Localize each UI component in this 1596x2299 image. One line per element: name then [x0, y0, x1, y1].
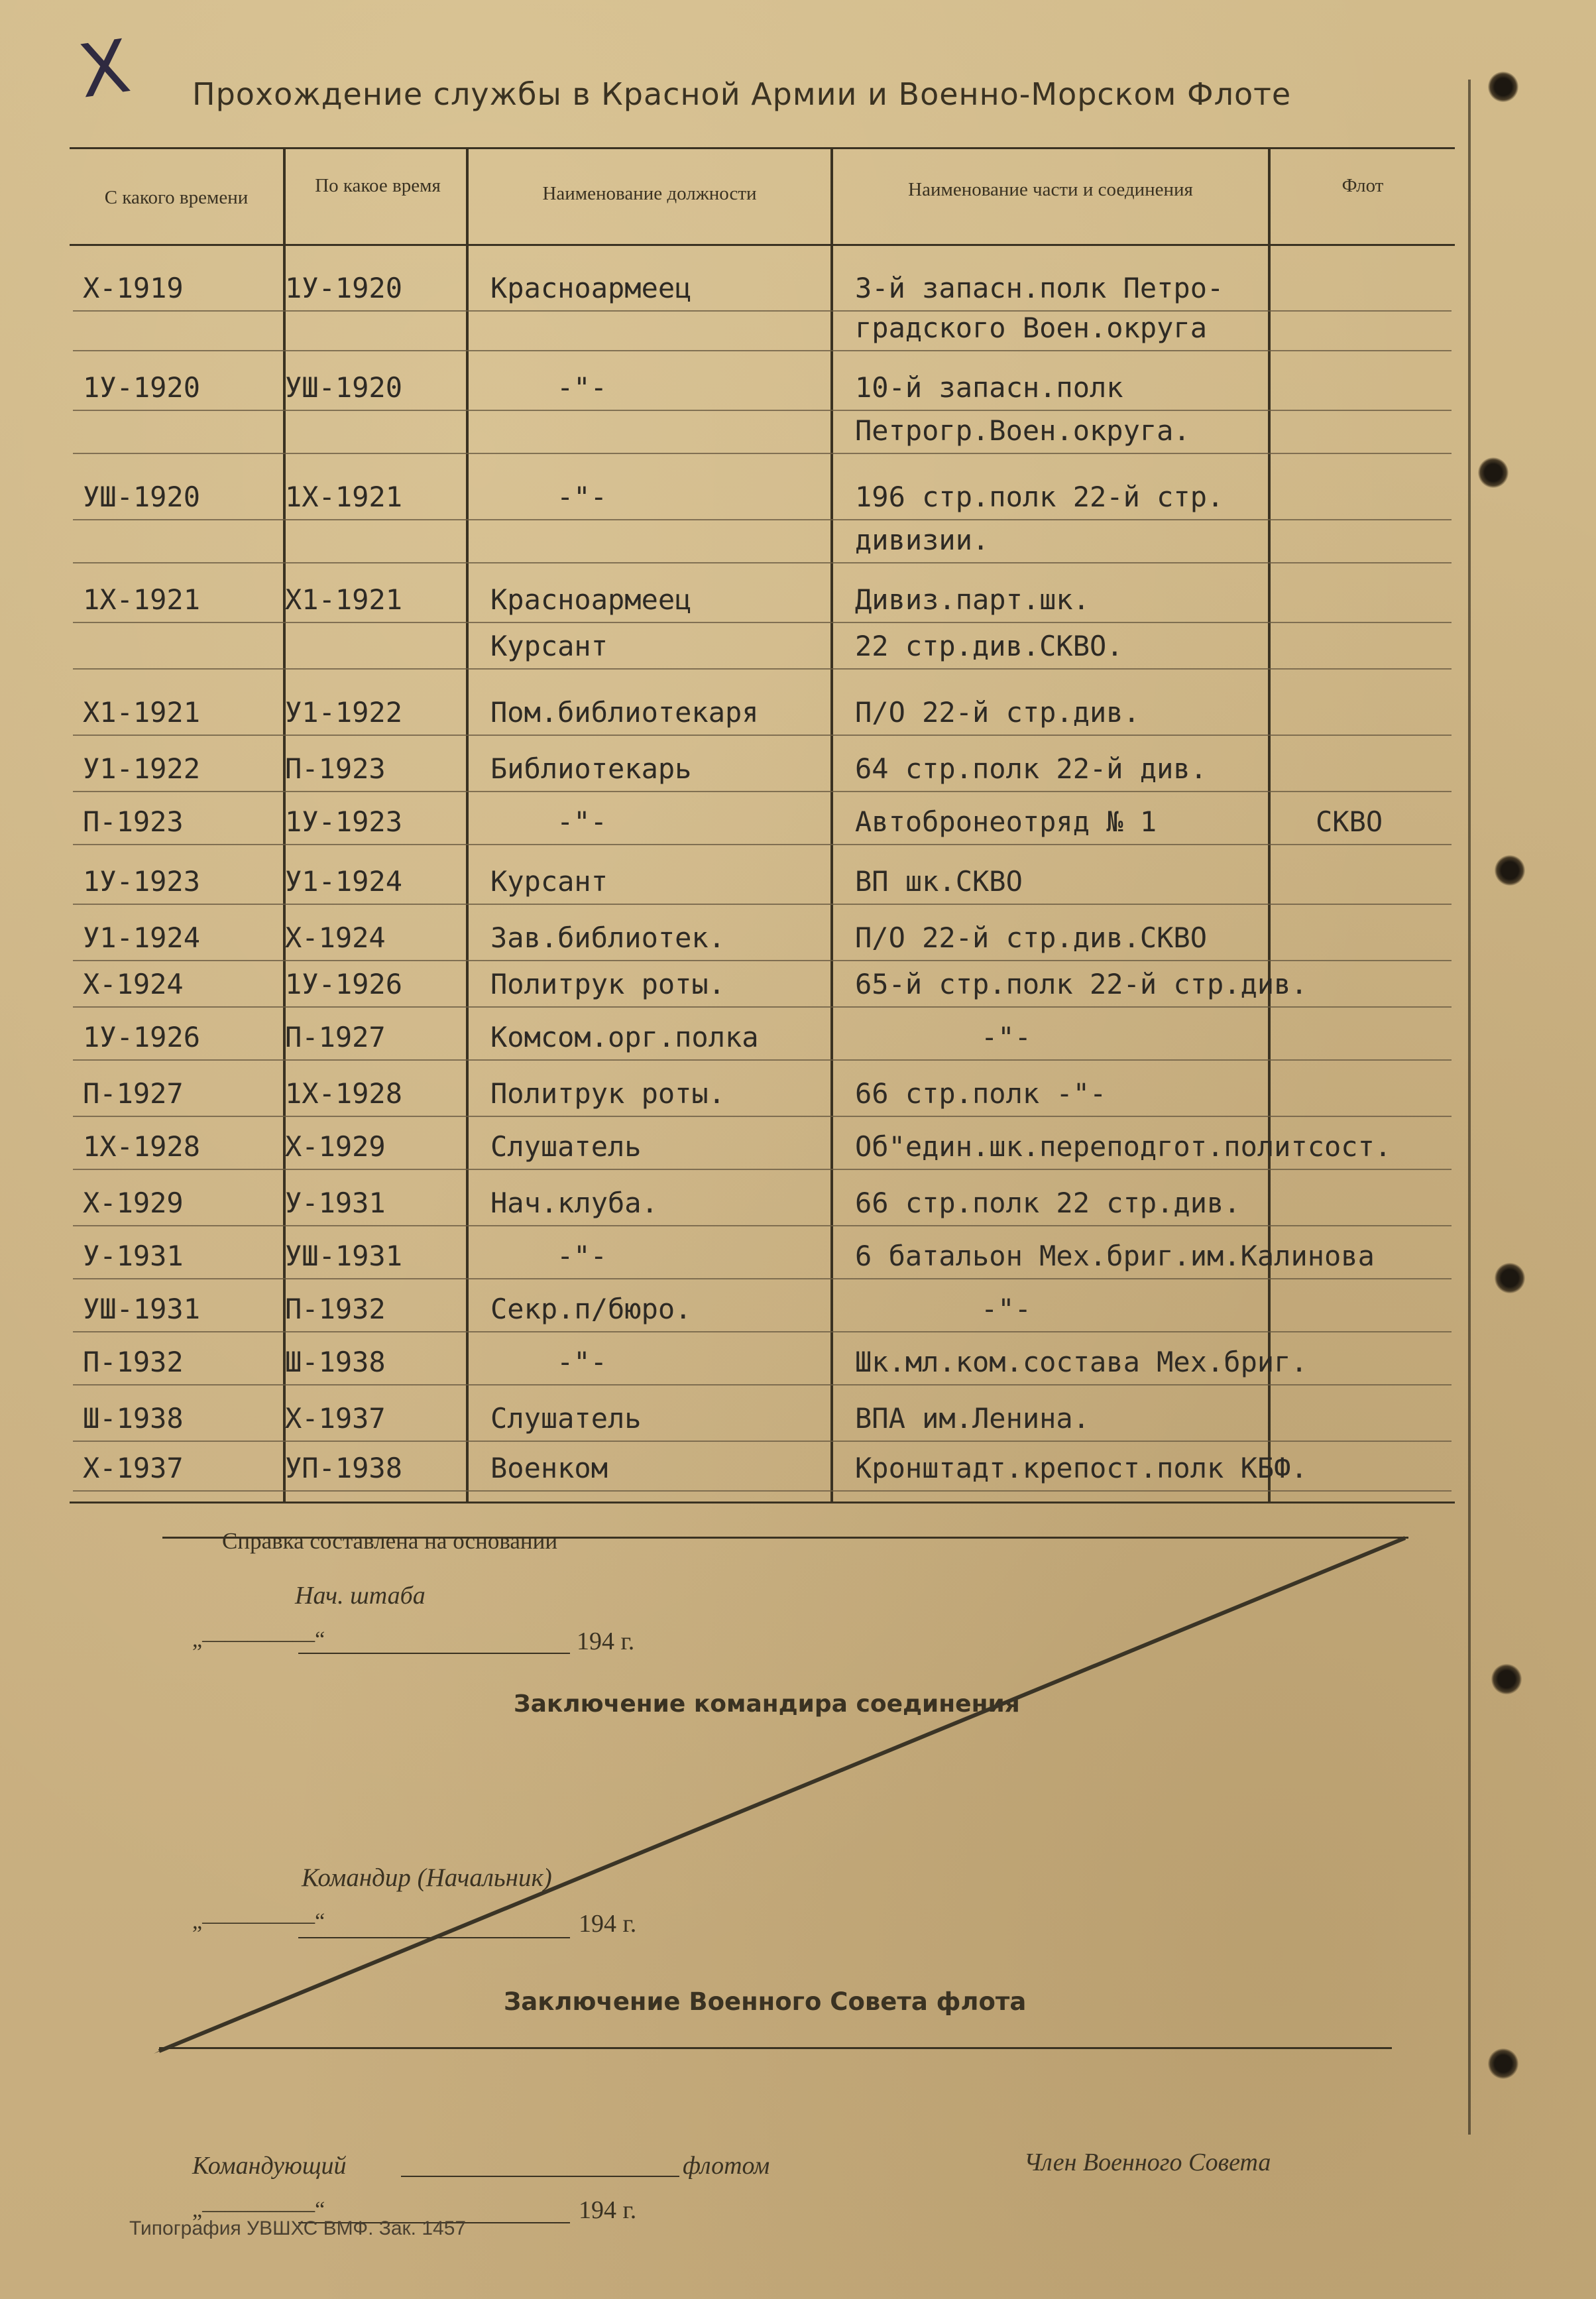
cell-unit: П/О 22-й стр.див.СКВО — [855, 921, 1208, 954]
cell-to: 1Х-1928 — [285, 1077, 403, 1110]
cell-to: 1У-1926 — [285, 968, 403, 1000]
corner-x-mark: Х — [74, 23, 135, 115]
cell-position: Красноармеец — [490, 272, 692, 304]
cell-position: -"- — [557, 805, 607, 838]
council-conclusion-title: Заключение Военного Совета флота — [504, 1987, 1027, 2016]
cell-to: УП-1938 — [285, 1452, 403, 1484]
header-unit: Наименование части и соединения — [908, 179, 1193, 200]
council-member-label: Член Военного Совета — [1024, 2149, 1271, 2176]
cell-to: 1Х-1921 — [285, 481, 403, 513]
cell-unit: -"- — [981, 1293, 1031, 1325]
header-fleet: Флот — [1341, 175, 1384, 196]
cell-unit: 10-й запасн.полк — [855, 371, 1123, 404]
cell-from: Х-1937 — [83, 1452, 184, 1484]
cell-position: -"- — [557, 481, 607, 513]
fleet-commander-label: Командующий — [192, 2152, 347, 2180]
cell-unit: Шк.мл.ком.состава Мех.бриг. — [855, 1346, 1308, 1378]
cell-to: УШ-1920 — [285, 371, 403, 404]
cell-from: У1-1922 — [83, 752, 201, 785]
cell-from: П-1927 — [83, 1077, 184, 1110]
cell-unit: П/О 22-й стр.див. — [855, 696, 1140, 729]
cell-from: УШ-1931 — [83, 1293, 201, 1325]
cell-from: 1Х-1921 — [83, 583, 201, 616]
cell-unit: 6 батальон Мех.бриг.им.Калинова — [855, 1240, 1375, 1272]
cell-unit: 64 стр.полк 22-й див. — [855, 752, 1208, 785]
date-quote-marks: „—————“ — [192, 1627, 325, 1652]
cell-position: -"- — [557, 1346, 607, 1378]
fleet-word-label: флотом — [683, 2152, 770, 2180]
cell-from: У-1931 — [83, 1240, 184, 1272]
cell-from: Ш-1938 — [83, 1402, 184, 1435]
cell-to: У1-1922 — [285, 696, 403, 729]
cell-unit: Об"един.шк.переподгот.политсост. — [855, 1130, 1392, 1163]
cell-to: П-1923 — [285, 752, 386, 785]
cell-unit: дивизии. — [855, 524, 990, 556]
cell-to: Ш-1938 — [285, 1346, 386, 1378]
cell-to: УШ-1931 — [285, 1240, 403, 1272]
cell-unit: 196 стр.полк 22-й стр. — [855, 481, 1224, 513]
cell-position: -"- — [557, 371, 607, 404]
cell-from: У1-1924 — [83, 921, 201, 954]
header-position: Наименование должности — [542, 183, 757, 204]
cell-position: Политрук роты. — [490, 1077, 726, 1110]
cell-position: Комсом.орг.полка — [490, 1021, 759, 1053]
cell-unit: ВП шк.СКВО — [855, 865, 1023, 898]
cell-unit: 65-й стр.полк 22-й стр.див. — [855, 968, 1308, 1000]
cell-unit: ВПА им.Ленина. — [855, 1402, 1090, 1435]
date-quote-marks: „—————“ — [192, 1909, 325, 1934]
cell-position: Красноармеец — [490, 583, 692, 616]
cell-to: Х1-1921 — [285, 583, 403, 616]
cell-fleet: СКВО — [1316, 805, 1383, 838]
cell-unit: 66 стр.полк -"- — [855, 1077, 1107, 1110]
cell-position: Пом.библиотекаря — [490, 696, 759, 729]
cell-position: -"- — [557, 1240, 607, 1272]
cell-unit: -"- — [981, 1021, 1031, 1053]
cell-from: П-1932 — [83, 1346, 184, 1378]
cell-from: УШ-1920 — [83, 481, 201, 513]
commander-label: Командир (Начальник) — [302, 1863, 552, 1892]
cell-unit: Дивиз.парт.шк. — [855, 583, 1090, 616]
year-label: 194 г. — [579, 1910, 637, 1938]
cell-position: Курсант — [490, 865, 608, 898]
commander-conclusion-title: Заключение командира соединения — [514, 1690, 1020, 1718]
cell-unit: 3-й запасн.полк Петро- — [855, 272, 1224, 304]
cell-position: Зав.библиотек. — [490, 921, 726, 954]
cell-to: У1-1924 — [285, 865, 403, 898]
cell-position: Библиотекарь — [490, 752, 692, 785]
reference-label: Справка составлена на основании — [222, 1528, 558, 1554]
cell-from: Х1-1921 — [83, 696, 201, 729]
year-label: 194 г. — [579, 2196, 637, 2224]
header-from: С какого времени — [104, 187, 249, 208]
cell-from: 1У-1926 — [83, 1021, 201, 1053]
cell-position: Слушатель — [490, 1402, 642, 1435]
cell-to: 1У-1923 — [285, 805, 403, 838]
year-label: 194 г. — [577, 1627, 635, 1655]
header-to: По какое время — [315, 175, 441, 196]
cell-from: Х-1924 — [83, 968, 184, 1000]
cell-to: У-1931 — [285, 1187, 386, 1219]
date-quote-marks: „—————“ — [192, 2198, 325, 2222]
cell-from: 1Х-1928 — [83, 1130, 201, 1163]
cell-to: П-1927 — [285, 1021, 386, 1053]
cell-unit: Кронштадт.крепост.полк КБФ. — [855, 1452, 1308, 1484]
cell-position: Политрук роты. — [490, 968, 726, 1000]
cell-from: Х-1919 — [83, 272, 184, 304]
cell-to: Х-1924 — [285, 921, 386, 954]
cell-position: Нач.клуба. — [490, 1187, 658, 1219]
chief-of-staff-label: Нач. штаба — [295, 1582, 426, 1610]
cell-to: П-1932 — [285, 1293, 386, 1325]
cell-unit: градского Воен.округа — [855, 312, 1208, 344]
cell-from: Х-1929 — [83, 1187, 184, 1219]
cell-unit: Петрогр.Воен.округа. — [855, 414, 1190, 447]
cell-unit: 66 стр.полк 22 стр.див. — [855, 1187, 1241, 1219]
cell-to: Х-1937 — [285, 1402, 386, 1435]
cell-position: Слушатель — [490, 1130, 642, 1163]
cell-position: Курсант — [490, 630, 608, 662]
cell-from: П-1923 — [83, 805, 184, 838]
cell-to: Х-1929 — [285, 1130, 386, 1163]
cell-position: Военком — [490, 1452, 608, 1484]
cell-from: 1У-1920 — [83, 371, 201, 404]
cell-from: 1У-1923 — [83, 865, 201, 898]
cell-unit: 22 стр.див.СКВО. — [855, 630, 1123, 662]
cell-unit: Автобронеотряд № 1 — [855, 805, 1157, 838]
cell-position: Секр.п/бюро. — [490, 1293, 692, 1325]
printer-footer: Типография УВШХС ВМФ. Зак. 1457 — [129, 2217, 467, 2239]
page-title: Прохождение службы в Красной Армии и Военно-Морском Флоте — [192, 76, 1292, 112]
cell-to: 1У-1920 — [285, 272, 403, 304]
